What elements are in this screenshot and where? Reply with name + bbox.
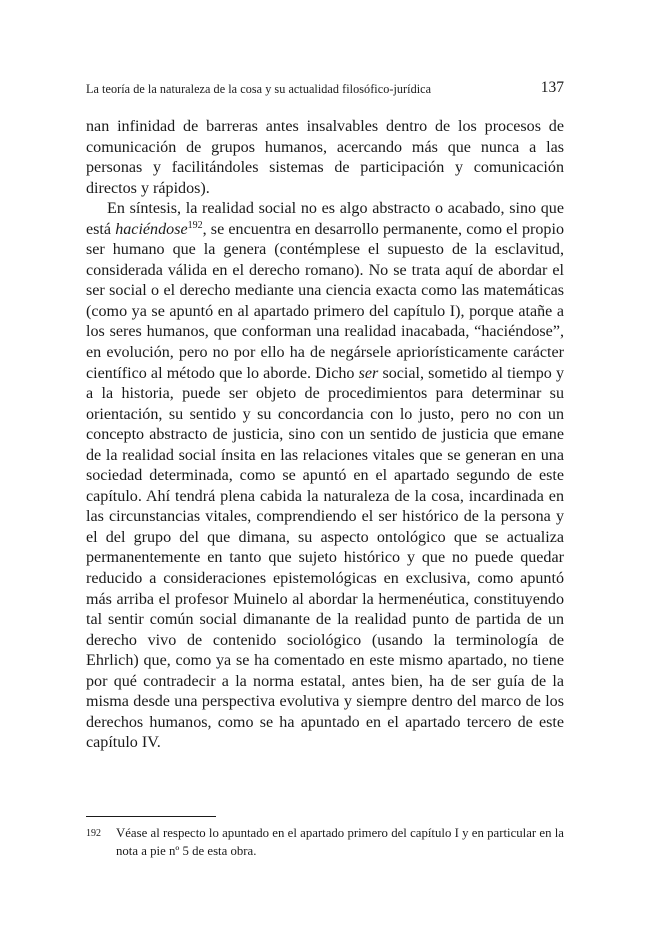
footnote-number: 192 (86, 828, 101, 839)
footnote-text: Véase al respecto lo apuntado en el apartado primero del capítulo I y en particular en la nota a pie nº 5 de esta obra. (116, 826, 564, 858)
running-head (86, 80, 564, 100)
paragraph-2 (86, 199, 564, 754)
emphasis-haciendose: haciéndose (115, 220, 188, 238)
footnote (86, 825, 564, 860)
footnote-reference[interactable]: 192 (187, 219, 203, 231)
paragraph-2-text-end: social, sometido al tiempo y a la historia, puede ser objeto de procedimientos para determinar su orientación, su sentido y su concordancia con lo justo, pero no con un concepto abstracto de justicia, sino con un sentido de justicia que emane de la realidad social ínsita en las relaciones vitales que se generan en una sociedad determinada, como se apuntó en el apartado segundo de este capítulo. Ahí tendrá plena cabida la naturaleza de la cosa, incardinada en las circunstancias vitales, comprendiendo el ser histórico de la persona y el del grupo del que dimana, su aspecto ontológico que se actualiza permanentemente en tanto que sujeto histórico y que no puede quedar reducido a consideraciones epistemológicas en exclusiva, como apuntó más arriba el profesor Muinelo al abordar la hermenéutica, constituyendo tal sentir común social dimanante de la realidad punto de partida de un derecho vivo de contenido sociológico (usando la terminología de Ehrlich) que, como ya se ha comentado en este mismo apartado, no tiene por qué contradecir a la norma estatal, antes bien, ha de ser guía de la misma desde una perspectiva evolutiva y siempre dentro del marco de los derechos humanos, como se ha apuntado en el apartado tercero de este capítulo IV. (86, 364, 565, 752)
running-title: La teoría de la naturaleza de la cosa y su actualidad filosófico-jurídica (86, 82, 432, 96)
page-number: 137 (540, 79, 564, 96)
paragraph-2-text-middle: , se encuentra en desarrollo permanente, como el propio ser humano que la genera (contémplese el supuesto de la esclavitud, considerada válida en el derecho romano). No se trata aquí de abordar el ser social o el derecho mediante una ciencia exacta como las matemáticas (como ya se apuntó en al apartado primero del capítulo I), porque atañe a los seres humanos, que conforman una realidad inacabada, “haciéndose”, en evolución, pero no por ello ha de negársele apriorísticamente carácter científico al método que lo aborde. Dicho (86, 220, 564, 382)
paragraph-2-text-start: En síntesis, la realidad social no es algo abstracto o acabado, sino que está (86, 200, 564, 238)
paragraph-1: nan infinidad de barreras antes insalvables dentro de los procesos de comunicación de grupos humanos, acercando más que nunca a las personas y facilitándoles sistemas de participación y comunicación directos y rápidos). (86, 118, 564, 197)
body-text (86, 117, 564, 754)
emphasis-ser: ser (358, 364, 379, 382)
footnote-divider (86, 816, 216, 817)
